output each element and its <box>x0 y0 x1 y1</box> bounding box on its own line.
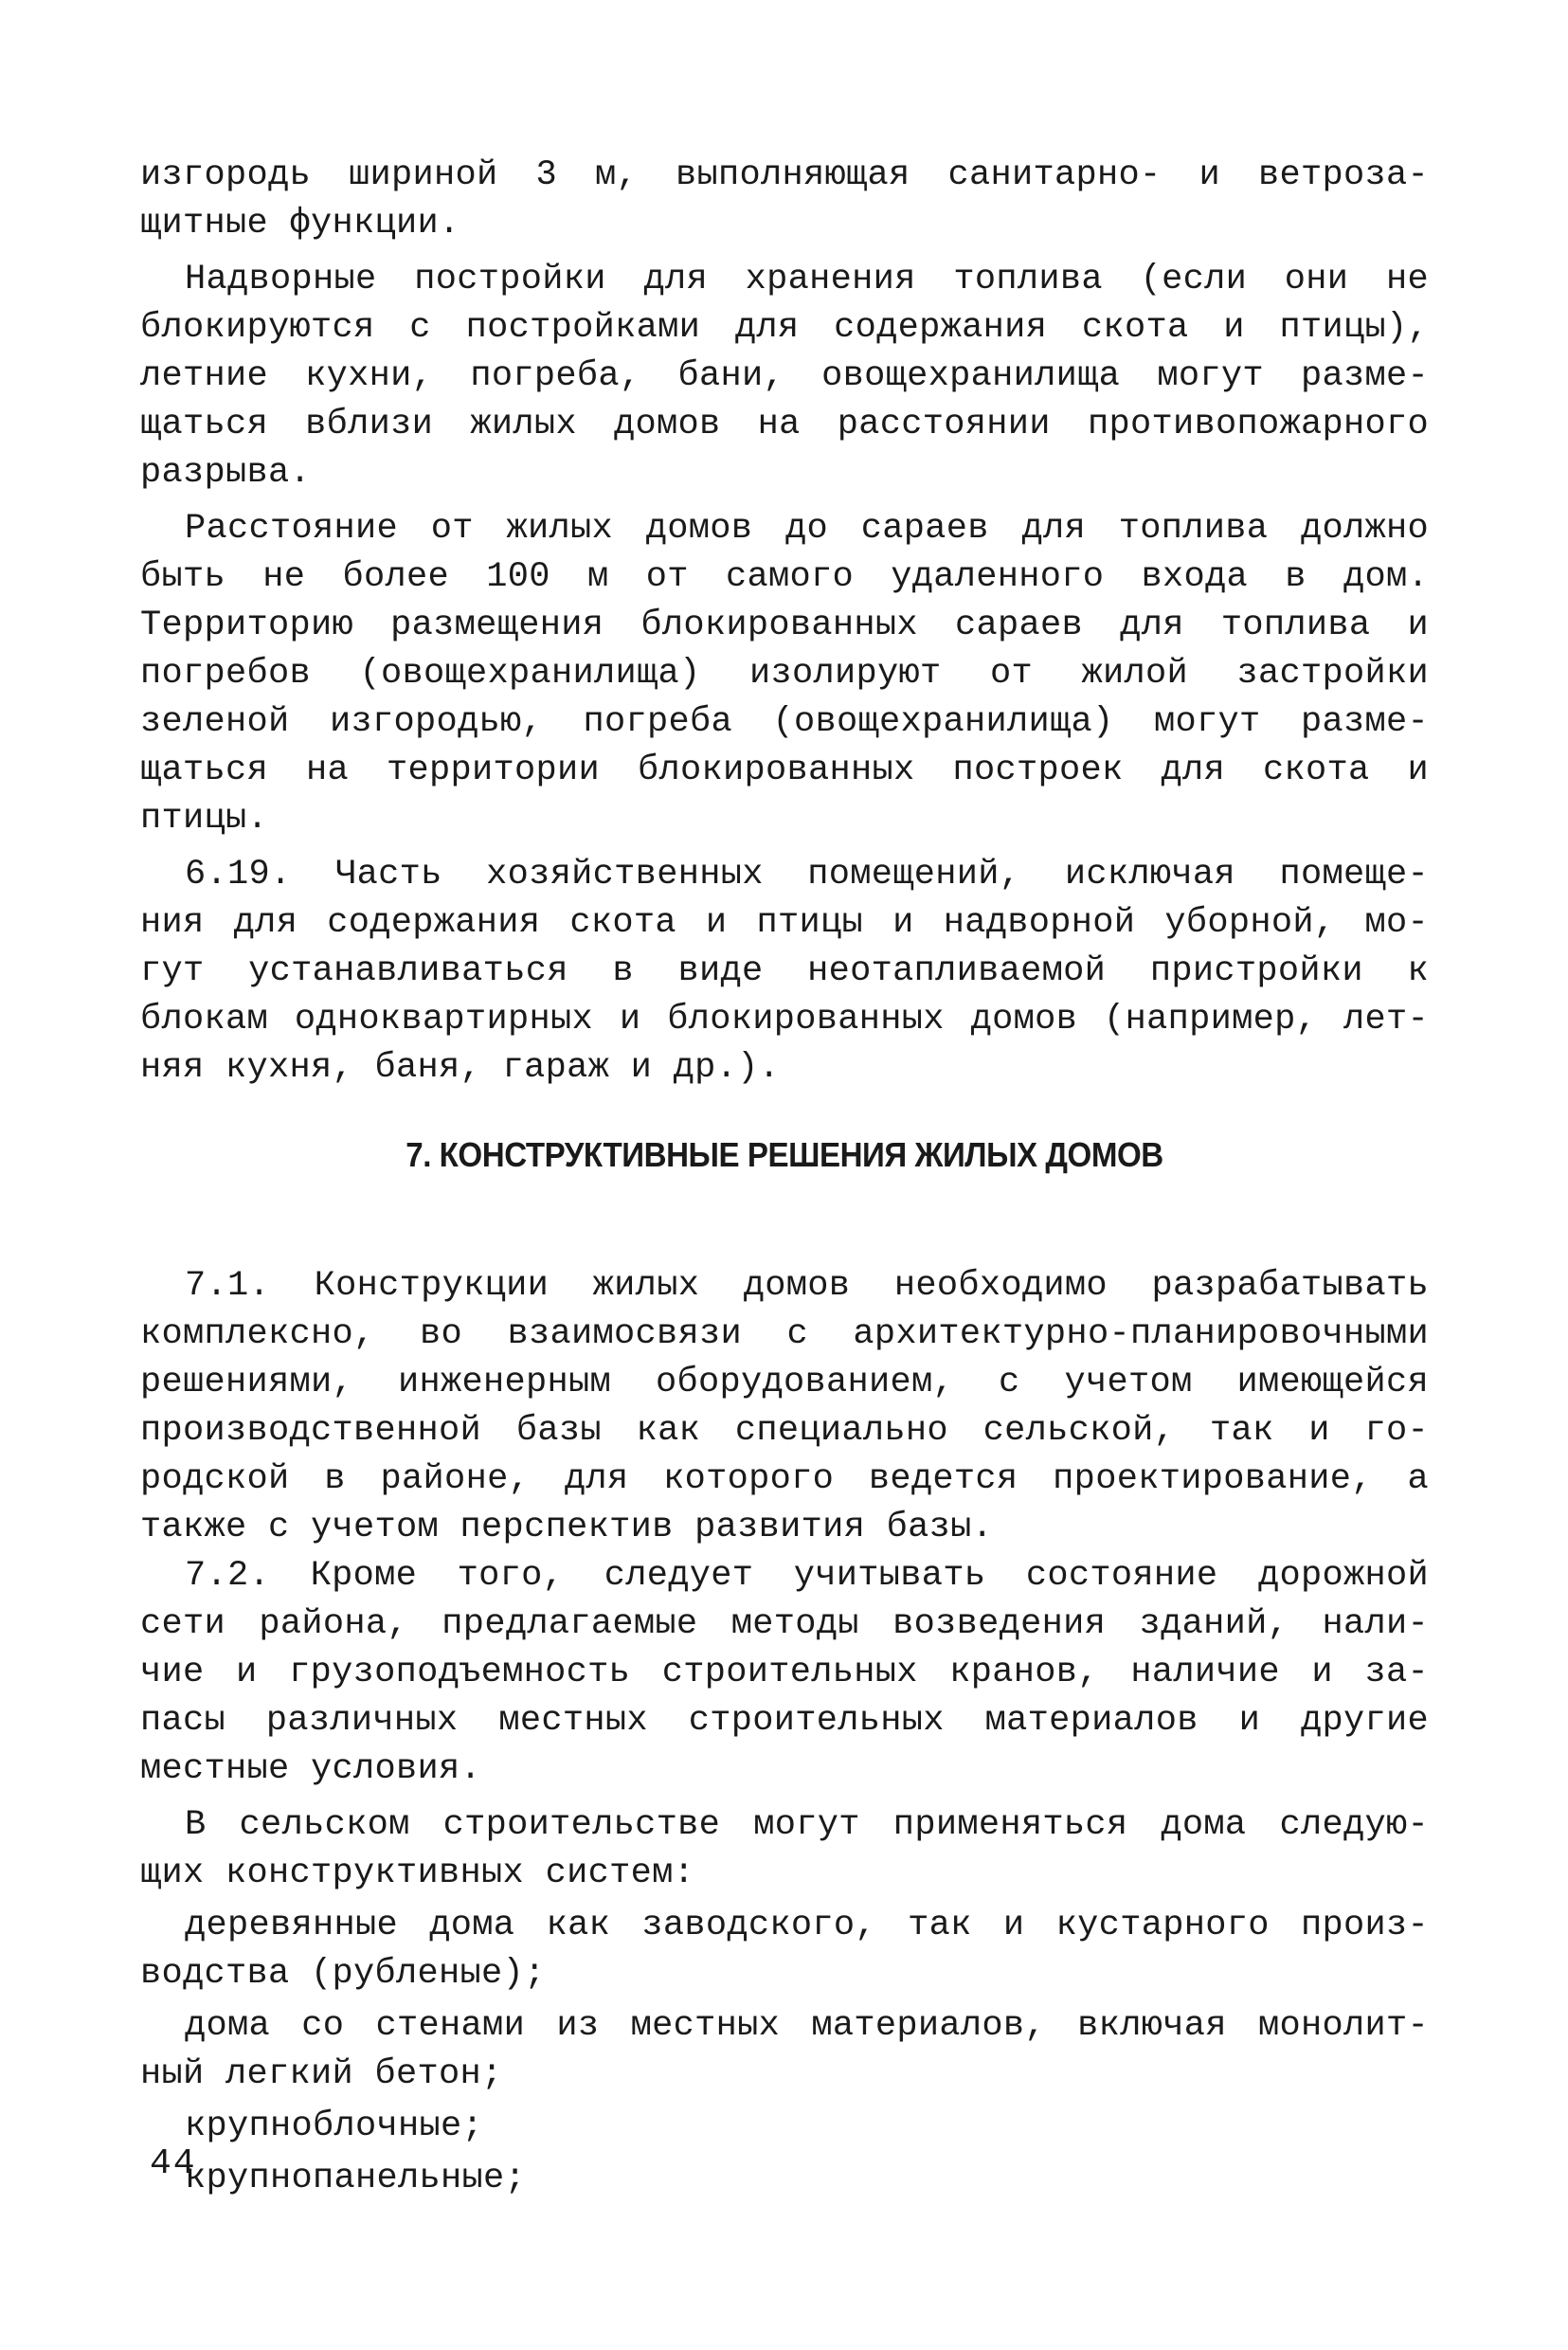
text-block-bottom <box>140 1262 1429 2203</box>
text-line: родской в районе, для которого ведется проектирование, а <box>140 1459 1429 1499</box>
text-line: производственной базы как специально сельской, так и го- <box>140 1411 1429 1451</box>
text-line: пасы различных местных строительных материалов и другие <box>140 1701 1429 1741</box>
text-line: щаться вблизи жилых домов на расстоянии противопожарного <box>140 405 1429 444</box>
text-line: щаться на территории блокированных построек для скота и <box>140 750 1429 790</box>
text-line: водства (рубленые); <box>140 1954 546 1994</box>
text-line: сети района, предлагаемые методы возведения зданий, нали- <box>140 1604 1429 1644</box>
text-line: местные условия. <box>140 1749 482 1789</box>
list-item-large-block <box>140 2103 1429 2151</box>
text-line: зеленой изгородью, погреба (овощехранилища) могут разме- <box>140 702 1429 742</box>
text-line: няя кухня, баня, гараж и др.). <box>140 1048 781 1088</box>
text-line: блокам одноквартирных и блокированных домов (например, лет- <box>140 1000 1429 1039</box>
paragraph-systems <box>140 1801 1429 1898</box>
text-line: Расстояние от жилых домов до сараев для топлива должно <box>185 509 1429 549</box>
paragraph-outbuildings <box>140 256 1429 497</box>
text-line: гут устанавливаться в виде неотапливаемой пристройки к <box>140 951 1429 991</box>
text-line: комплексно, во взаимосвязи с архитектурно-планировочными <box>140 1314 1429 1354</box>
text-line: Территорию размещения блокированных сараев для топлива и <box>140 606 1429 645</box>
paragraph-7-2 <box>140 1552 1429 1794</box>
text-line: летние кухни, погреба, бани, овощехранилища могут разме- <box>140 356 1429 396</box>
paragraph-7-1 <box>140 1262 1429 1552</box>
section-heading: 7. КОНСТРУКТИВНЫЕ РЕШЕНИЯ ЖИЛЫХ ДОМОВ <box>406 1135 1163 1174</box>
text-line: 6.19. Часть хозяйственных помещений, исключая помеще- <box>185 855 1429 895</box>
paragraph-fence-end <box>140 152 1429 248</box>
list-item-local-materials <box>140 2002 1429 2099</box>
text-line: крупнопанельные; <box>185 2159 527 2198</box>
text-line: крупноблочные; <box>185 2106 484 2146</box>
paragraph-6-19 <box>140 851 1429 1093</box>
list-item-large-panel <box>140 2155 1429 2203</box>
page-number: 44 <box>150 2143 197 2184</box>
text-line: решениями, инженерным оборудованием, с учетом имеющейся <box>140 1363 1429 1402</box>
text-line: ния для содержания скота и птицы и надворной уборной, мо- <box>140 903 1429 943</box>
paragraph-distance <box>140 505 1429 843</box>
text-line: щих конструктивных систем: <box>140 1853 695 1893</box>
text-line: птицы. <box>140 799 269 839</box>
text-line: Надворные постройки для хранения топлива (если они не <box>185 260 1429 299</box>
text-block-top <box>140 152 1429 1093</box>
list-item-wooden <box>140 1902 1429 1998</box>
text-line: дома со стенами из местных материалов, включая монолит- <box>185 2006 1429 2046</box>
text-line: щитные функции. <box>140 204 460 244</box>
text-line: 7.1. Конструкции жилых домов необходимо разрабатывать <box>185 1266 1429 1306</box>
text-line: В сельском строительстве могут применяться дома следую- <box>185 1805 1429 1845</box>
text-line: ный легкий бетон; <box>140 2054 503 2094</box>
text-line: погребов (овощехранилища) изолируют от жилой застройки <box>140 654 1429 694</box>
text-line: блокируются с постройками для содержания скота и птицы), <box>140 308 1429 348</box>
text-line: разрыва. <box>140 453 312 493</box>
text-line: деревянные дома как заводского, так и кустарного произ- <box>185 1906 1429 1945</box>
text-line: быть не более 100 м от самого удаленного входа в дом. <box>140 557 1429 597</box>
text-line: чие и грузоподъемность строительных кранов, наличие и за- <box>140 1653 1429 1692</box>
text-line: 7.2. Кроме того, следует учитывать состояние дорожной <box>185 1556 1429 1596</box>
text-line: изгородь шириной 3 м, выполняющая санитарно- и ветроза- <box>140 155 1429 195</box>
text-line: также с учетом перспектив развития базы. <box>140 1508 994 1547</box>
